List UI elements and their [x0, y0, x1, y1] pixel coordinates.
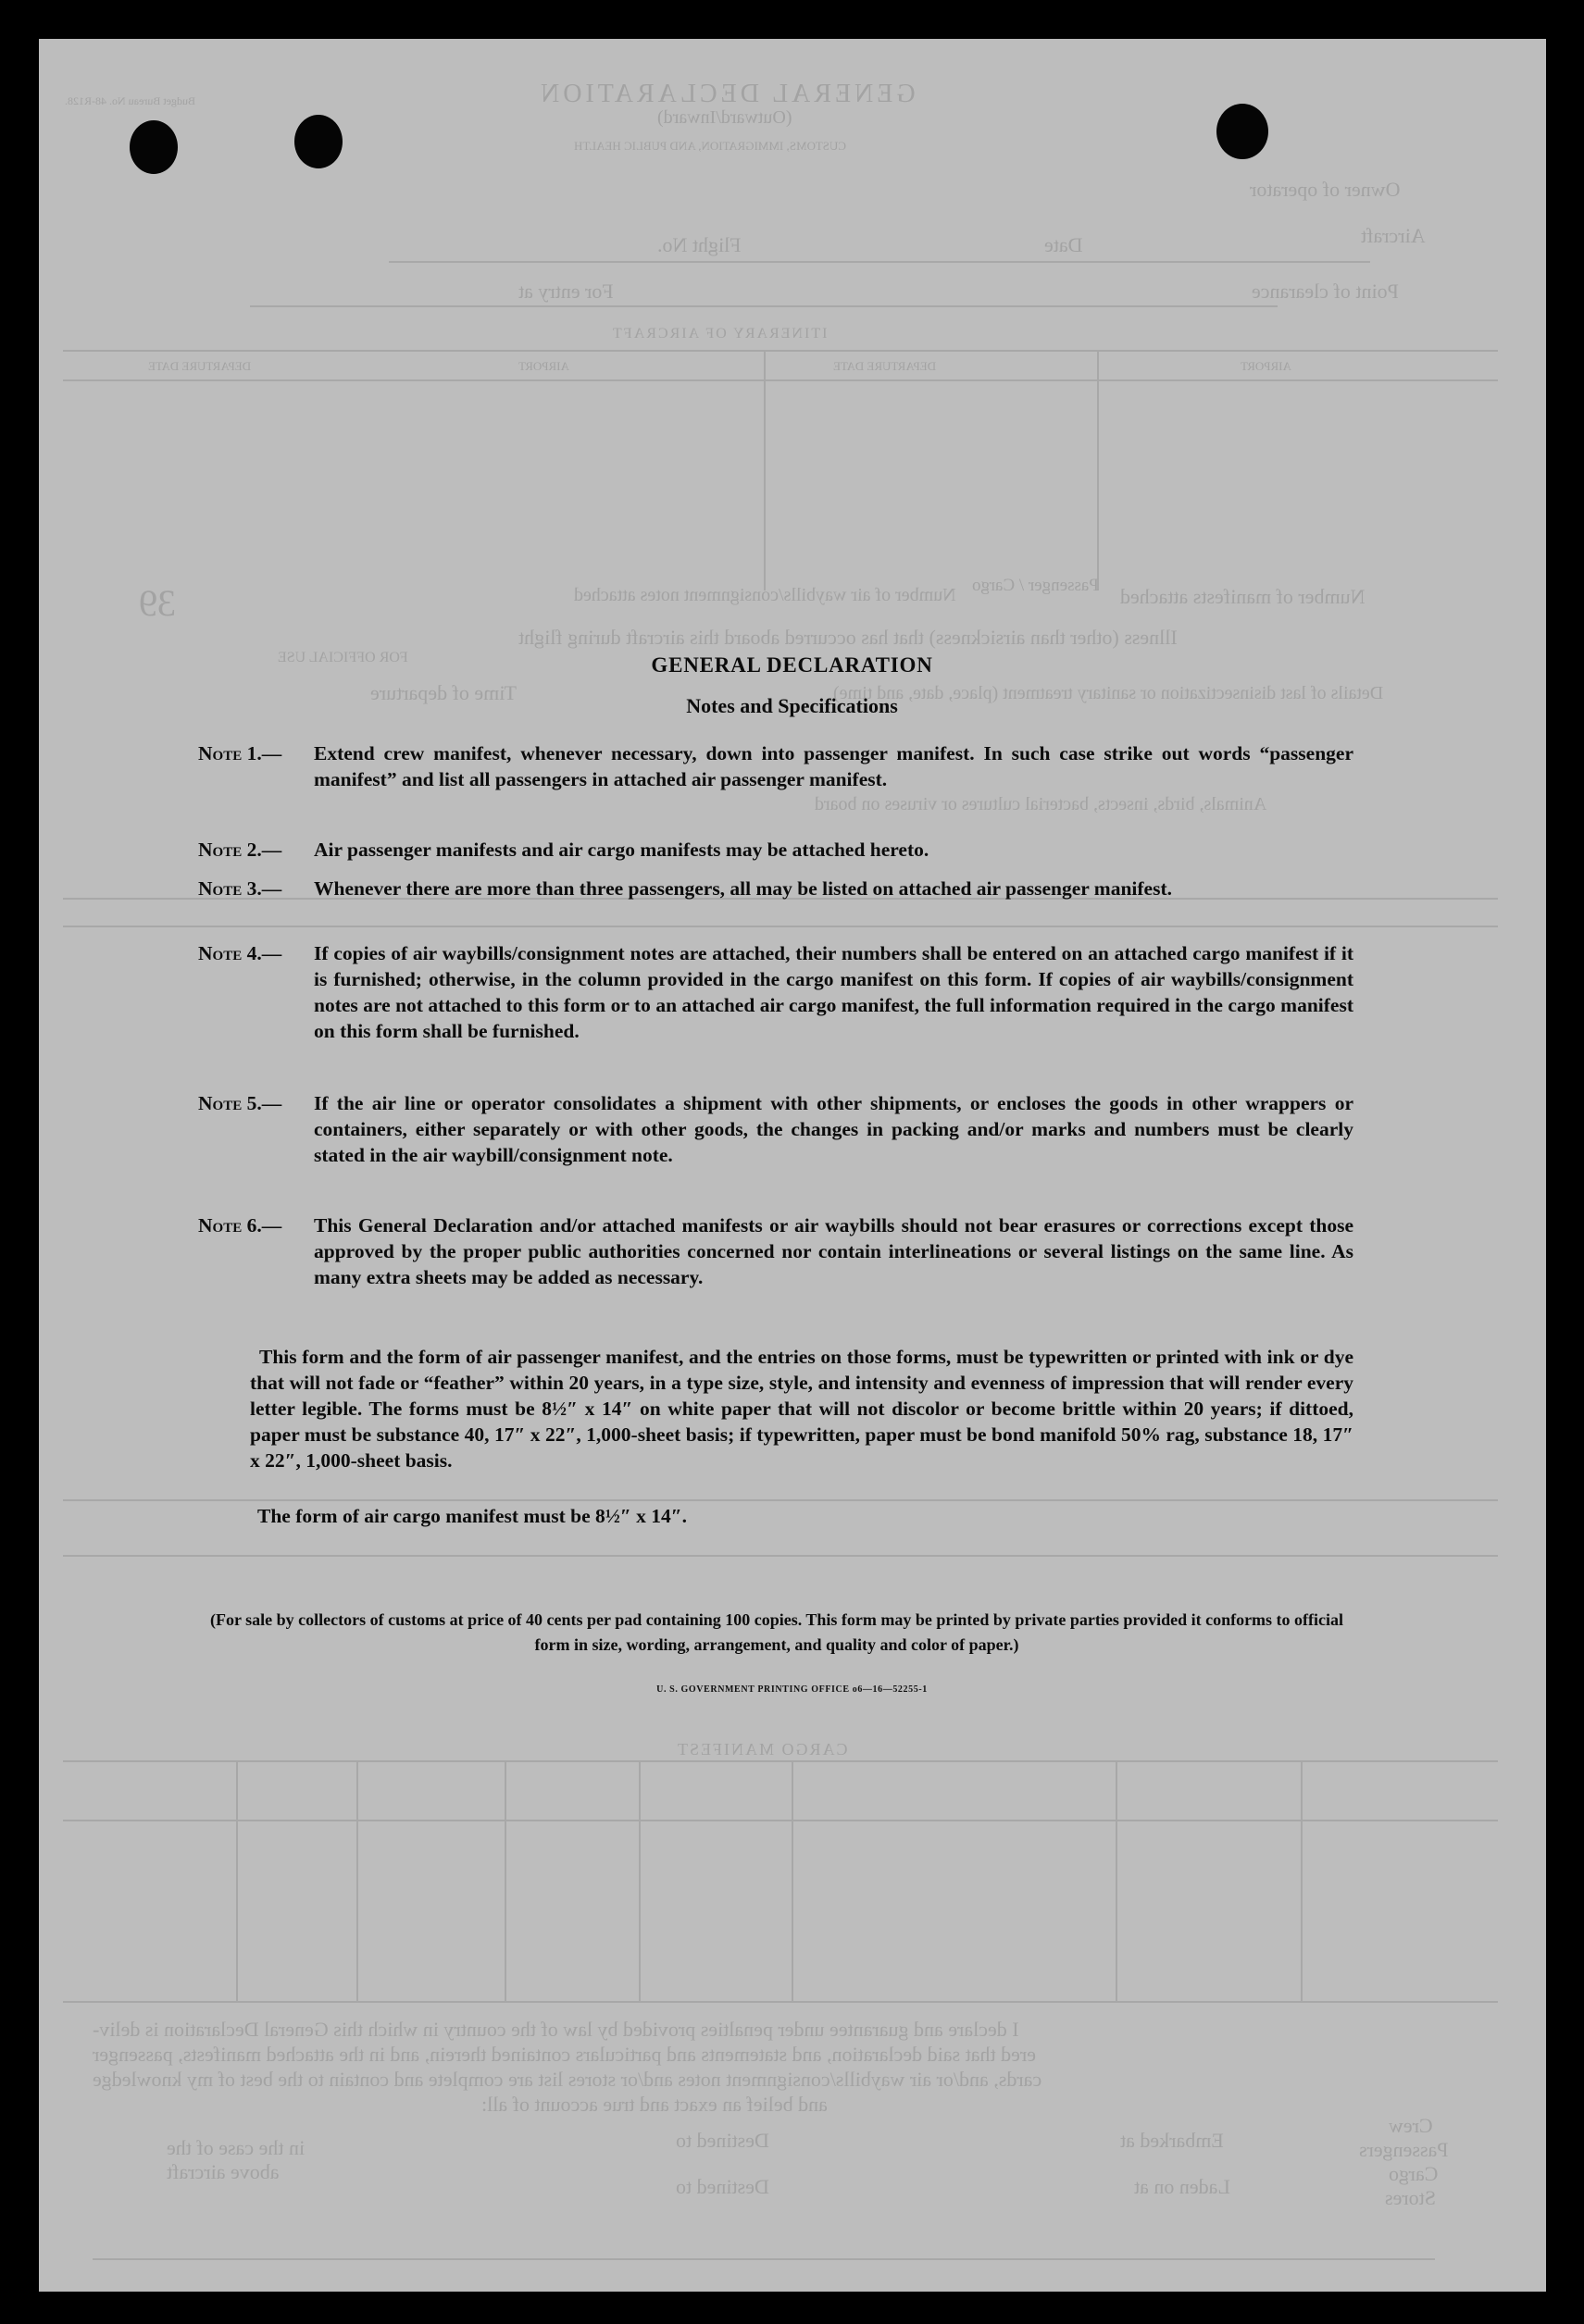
note-text: This General Declaration and/or attached manifests or air waybills should not bear erasures or corrections except those approved by the proper public authorities concerned nor contain interlineations or several listings on the same line. As many extra sheets may be added as necessary. — [314, 1214, 1353, 1288]
note-2 — [198, 837, 1353, 863]
ghost-flight: Flight No. — [657, 233, 742, 256]
ghost-crew: Crew — [1389, 2114, 1433, 2137]
note-5 — [198, 1090, 1353, 1168]
note-text: Extend crew manifest, whenever necessary, down into passenger manifest. In such case strike out words “passenger manifest” and list all passengers in attached air passenger manifest. — [314, 742, 1353, 790]
ghost-illness: Illness (other than airsickness) that has occurred aboard this aircraft during flight — [518, 626, 1178, 649]
ghost-stores: Stores — [1385, 2186, 1436, 2209]
punch-hole-center — [294, 115, 343, 168]
printer-line: U. S. GOVERNMENT PRINTING OFFICE o6—16—52255-1 — [656, 1684, 928, 1695]
ghost-itinerary: ITINERARY OF AIRCRAFT — [611, 326, 828, 342]
note-label: Note 4.— — [198, 942, 282, 964]
ghost-embarked-at: Embarked at — [1120, 2129, 1224, 2152]
ghost-departure-date: DEPARTURE DATE — [148, 359, 252, 373]
note-label: Note 3.— — [198, 877, 282, 900]
cargo-manifest-size-line: The form of air cargo manifest must be 8½″ x 14″. — [257, 1505, 688, 1527]
page-title: GENERAL DECLARATION — [651, 653, 933, 677]
ghost-passengers: Passengers — [1359, 2138, 1449, 2161]
ghost-stamp-number: 39 — [139, 582, 176, 624]
ghost-disinsectization: Details of last disinsectization or sanitary treatment (place, date, and time) — [833, 683, 1384, 703]
punch-hole-right — [1216, 104, 1268, 159]
ghost-aircraft: Aircraft — [1361, 224, 1426, 247]
note-text: If copies of air waybills/consignment notes are attached, their numbers shall be entered on an attached cargo manifest if it is furnished; otherwise, in the column provided in the cargo manifest on this form. If copies of air waybills/consignment notes are not attached to this form or to an attached air cargo manifest, the full information required in the cargo manifest on this form shall be furnished. — [314, 942, 1353, 1042]
ghost-for-entry: For entry at — [518, 280, 614, 303]
ghost-number-manifests: Number of manifests attached — [1120, 585, 1366, 608]
page-subtitle: Notes and Specifications — [686, 694, 898, 717]
ghost-destined-to: Destined to — [676, 2129, 769, 2152]
ghost-owner: Owner of operator — [1250, 178, 1401, 201]
ghost-airport-2: AIRPORT — [1241, 359, 1291, 373]
sale-notice: (For sale by collectors of customs at price of 40 cents per pad containing 100 copies. This form may be printed by private parties provided it conforms to official form in size, wording, arrangement, and quality and color of paper.) — [209, 1610, 1344, 1654]
ghost-destined-to-2: Destined to — [676, 2175, 769, 2198]
ghost-declaration-2: ered that said declaration, and statements and particulars contained therein, and in the attached manifests, passenger — [93, 2043, 1036, 2066]
ghost-date: Date — [1044, 233, 1083, 256]
note-4 — [198, 940, 1353, 1044]
ghost-declaration-4: and belief an exact and true account of all: — [481, 2093, 828, 2116]
note-label: Note 2.— — [198, 839, 282, 861]
ghost-declaration-1: I declare and guarantee under penalties provided by law of the country in which this General Declaration is deliv- — [93, 2018, 1019, 2041]
ghost-cargo-manifest: CARGO MANIFEST — [676, 1740, 848, 1759]
ghost-departure-date-2: DEPARTURE DATE — [833, 359, 937, 373]
ghost-outward: (Outward/Inward) — [657, 107, 792, 128]
note-label: Note 5.— — [198, 1092, 282, 1114]
ghost-time-departure: Time of departure — [370, 681, 518, 704]
note-text: Whenever there are more than three passengers, all may be listed on attached air passenger manifest. — [314, 877, 1172, 900]
ghost-declaration-3: cards, and/or air waybills/consignment notes and/or stores list are complete and contain to the best of my knowledge — [93, 2068, 1042, 2091]
ghost-for-official-use: FOR OFFICIAL USE — [278, 650, 408, 665]
ghost-waybills: Number of air waybills/consignment notes attached — [574, 585, 956, 605]
specification-paragraph: This form and the form of air passenger manifest, and the entries on those forms, must be typewritten or printed with ink or dye that will not fade or “feather” within 20 years, in a type size, style, and intensity and evenness of impression that will render every letter legible. The forms must be 8½″ x 14″ on white paper that will not discolor or become brittle within 20 years; if dittoed, paper must be substance 40, 17″ x 22″, 1,000-sheet basis; if typewritten, paper must be bond manifold 50% rag, substance 18, 17″ x 22″, 1,000-sheet basis. — [250, 1346, 1353, 1472]
ghost-passenger-cargo: Passenger / Cargo — [972, 576, 1099, 595]
ghost-budget-bureau: Budget Bureau No. 48-R128. — [65, 94, 195, 107]
ghost-in-case-of: in the case of the above aircraft — [167, 2136, 306, 2183]
ghost-agencies: CUSTOMS, IMMIGRATION, AND PUBLIC HEALTH — [574, 139, 846, 153]
note-label: Note 6.— — [198, 1214, 282, 1237]
ghost-laden-on-at: Laden on at — [1134, 2175, 1230, 2198]
ghost-cargo: Cargo — [1389, 2162, 1439, 2185]
ghost-title: GENERAL DECLARATION — [537, 80, 916, 108]
note-text: If the air line or operator consolidates a shipment with other shipments, or encloses the goods in other wrappers or containers, either separately or with other goods, the changes in packing and/or marks and numbers must be clearly stated in the air waybill/consignment note. — [314, 1092, 1353, 1166]
note-3 — [198, 876, 1353, 901]
ghost-animals: Animals, birds, insects, bacterial cultures or viruses on board — [815, 794, 1267, 814]
note-1 — [198, 740, 1353, 792]
note-text: Air passenger manifests and air cargo manifests may be attached hereto. — [314, 839, 929, 861]
note-label: Note 1.— — [198, 742, 282, 764]
punch-hole-left — [130, 120, 178, 174]
note-6 — [198, 1212, 1353, 1290]
ghost-airport: AIRPORT — [518, 359, 569, 373]
ghost-point-of-clearance: Point of clearance — [1252, 280, 1399, 303]
